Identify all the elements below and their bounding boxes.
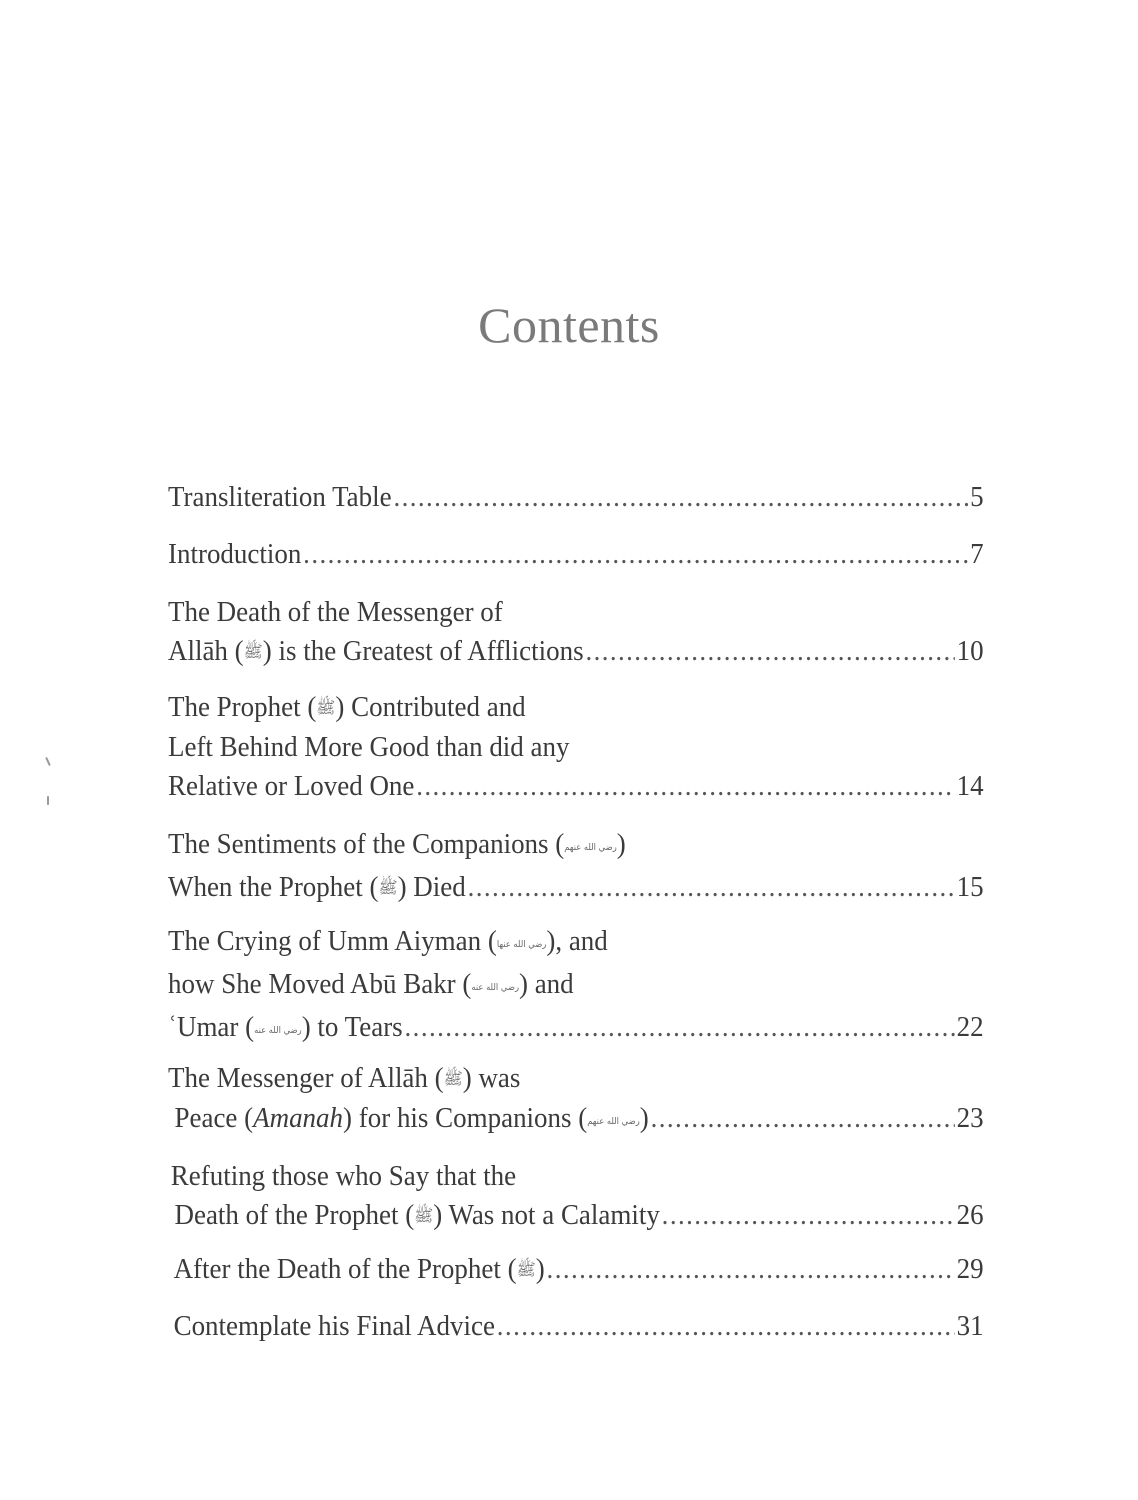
dot-leader [547,1250,955,1289]
text: how She Moved Abū Bakr ( [168,968,472,1000]
page-number: 14 [956,770,984,802]
page-number: 26 [956,1199,984,1231]
text: ) and [518,968,574,1000]
salawat-icon: ﷺ [443,1069,463,1089]
dot-leader [303,535,968,574]
toc-entry-line [168,1008,984,1051]
page-number: 31 [956,1310,984,1342]
page-number: 15 [956,871,984,903]
radiallahu-anhum-icon: رضي الله عنهم [587,1117,640,1127]
radiallahu-anhu-icon: رضي الله عنه [471,983,519,993]
page-number: 7 [970,538,984,570]
toc-entry-title: Left Behind More Good than did any [168,731,570,763]
toc-entry-line [168,767,984,806]
text: ) to Tears [301,1011,403,1043]
page-number: 22 [956,1011,984,1043]
toc-entry-title-end [168,868,466,908]
text: ) Was not a Calamity [433,1199,660,1231]
toc-entry[interactable] [168,535,984,574]
text: ) Contributed and [335,691,526,723]
dot-leader [393,478,968,517]
text: ) for his Companions ( [343,1102,588,1134]
toc-entry[interactable] [168,1250,984,1290]
text: ) Died [397,871,466,903]
toc-entry-title-end [168,1008,403,1051]
toc-entry-title: Refuting those who Say that the [170,1160,517,1192]
salawat-icon: ﷺ [414,1206,434,1226]
text: ), and [546,925,608,957]
toc-entry-title-end: Relative or Loved One [168,770,415,802]
dot-leader [585,632,954,671]
scan-mark [47,796,49,805]
toc-entry-title: The Death of the Messenger of [168,596,503,628]
dot-leader [405,1008,955,1047]
page-number: 23 [956,1102,984,1134]
dot-leader [497,1307,955,1346]
dot-leader [468,868,955,907]
toc-entry[interactable] [168,825,984,908]
toc-entry-line [168,1099,984,1142]
text: Peace ( [174,1102,254,1134]
text: When the Prophet ( [168,871,379,903]
toc-entry[interactable] [168,478,984,517]
text: The Messenger of Allāh ( [168,1062,444,1094]
page-title: Contents [478,296,660,353]
toc-entry[interactable] [168,593,984,672]
text: ) was [462,1062,521,1094]
radiallahu-anhum-icon: رضي الله عنهم [564,843,617,853]
toc-entry-line [168,1250,984,1290]
toc-entry-line [168,868,984,908]
page-number: 5 [970,481,984,513]
toc-entry-line [168,1307,984,1346]
salawat-icon: ﷺ [516,1260,536,1280]
toc-entry-title [168,965,984,1008]
text: The Sentiments of the Companions ( [168,828,565,860]
text: ) [535,1253,545,1285]
toc-entry-line [168,1196,984,1236]
toc-entry[interactable] [168,1059,984,1142]
radiallahu-anha-icon: رضي الله عنها [496,940,547,950]
radiallahu-anhu-icon: رضي الله عنه [254,1026,302,1036]
toc-entry-title: Introduction [168,538,302,570]
toc-entry-line [168,535,984,574]
toc-entry-title-end: Contemplate his Final Advice [173,1310,495,1342]
salawat-icon: ﷺ [378,878,398,898]
text: ) is the Greatest of Afflictions [262,635,584,667]
salawat-icon: ﷺ [243,642,263,662]
text: Allāh ( [168,635,244,667]
text: ) [639,1102,649,1134]
toc-entry-title-end [175,1099,649,1142]
toc-entry-line [168,478,984,517]
toc-entry-title [168,825,984,868]
toc-entry-title [168,1059,984,1099]
dot-leader [416,767,955,806]
scan-mark [45,757,51,766]
text: ʿUmar ( [168,1011,255,1043]
toc-entry-title [168,922,984,965]
toc-entry-title: Transliteration Table [168,481,392,513]
toc-entry-title-end [168,632,584,672]
text: The Prophet ( [168,691,317,723]
toc-entry-title-end [174,1250,545,1290]
toc-entry-title-end [175,1196,660,1236]
dot-leader [662,1196,955,1235]
text: After the Death of the Prophet ( [173,1253,517,1285]
toc-entry[interactable] [168,688,984,806]
text: The Crying of Umm Aiyman ( [168,925,497,957]
italic-term: Amanah [253,1102,344,1134]
toc-entry[interactable] [168,922,984,1051]
dot-leader [651,1099,955,1138]
page-number: 10 [956,635,984,667]
toc-entry[interactable] [168,1307,984,1346]
page-number: 29 [956,1253,984,1285]
text: Death of the Prophet ( [174,1199,415,1231]
toc-entry[interactable] [168,1157,984,1236]
text: ) [616,828,626,860]
toc-entry-title [168,688,984,728]
salawat-icon: ﷺ [316,698,336,718]
toc-entry-line [168,632,984,672]
